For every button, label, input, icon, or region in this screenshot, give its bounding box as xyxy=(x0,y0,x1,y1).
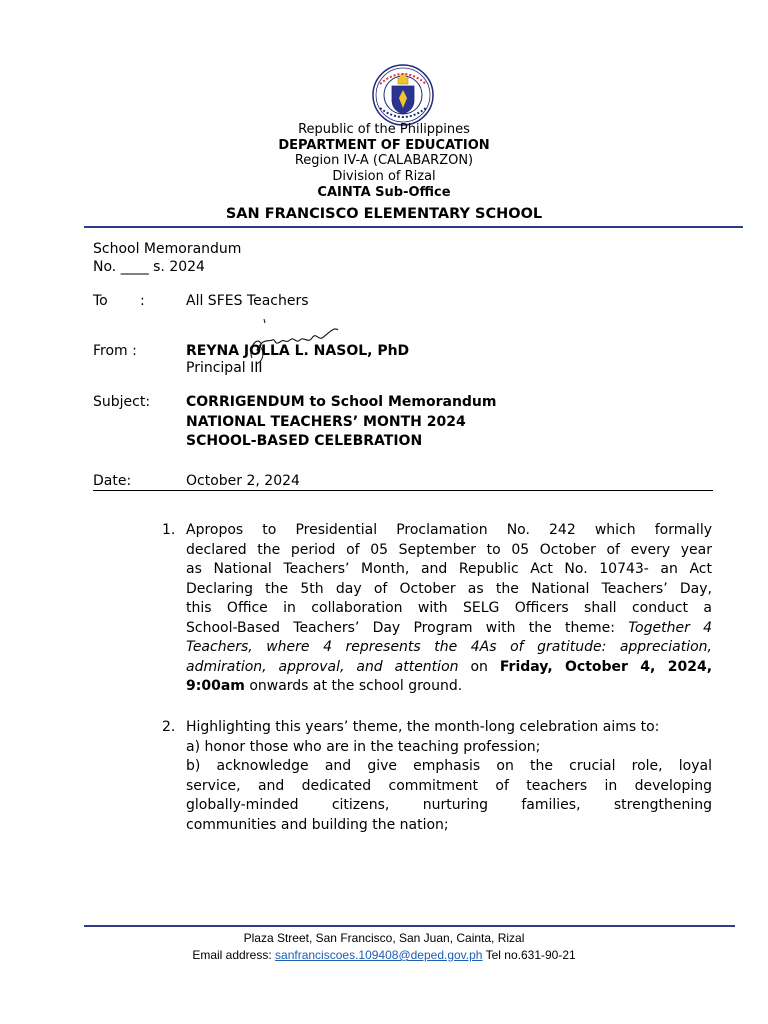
paragraph-2 xyxy=(186,718,712,835)
footer-email-label: Email address: xyxy=(192,948,272,962)
memo-number: No. ____ s. 2024 xyxy=(93,259,205,275)
paragraph-1-line: declared the period of 05 September to 05 October of every year xyxy=(186,541,712,558)
paragraph-1-text: onwards at the school ground. xyxy=(249,678,463,694)
paragraph-1-line-last xyxy=(186,677,712,697)
from-title: Principal III xyxy=(186,360,263,376)
paragraph-2-line: service, and dedicated commitment of teachers in developing xyxy=(186,777,712,794)
to-colon: : xyxy=(140,293,145,309)
header-rule xyxy=(84,226,743,228)
header-sub-office: CAINTA Sub-Office xyxy=(317,185,451,200)
header-republic: Republic of the Philippines xyxy=(298,122,470,137)
paragraph-2-line: b) acknowledge and give emphasis on the crucial role, loyal xyxy=(186,758,712,774)
from-label: From : xyxy=(93,343,137,359)
to-value: All SFES Teachers xyxy=(186,293,309,309)
theme-text: Teachers, where 4 represents the 4As of gratitude: appreciation, xyxy=(186,639,712,655)
paragraph-1-line-theme xyxy=(186,658,712,678)
paragraph-1 xyxy=(186,521,712,697)
deped-seal-logo xyxy=(370,64,436,126)
memo-type: School Memorandum xyxy=(93,241,242,257)
footer-rule xyxy=(84,925,735,927)
principal-signature xyxy=(238,318,348,366)
footer-address: Plaza Street, San Francisco, San Juan, Cainta, Rizal xyxy=(243,931,525,945)
header-department: DEPARTMENT OF EDUCATION xyxy=(278,138,490,153)
subject-line-3: SCHOOL-BASED CELEBRATION xyxy=(186,433,423,449)
to-label: To xyxy=(93,293,108,309)
subject-line-2: NATIONAL TEACHERS’ MONTH 2024 xyxy=(186,414,466,430)
paragraph-2-number: 2. xyxy=(162,719,176,735)
event-time: 9:00am xyxy=(186,678,245,694)
paragraph-1-line: this Office in collaboration with SELG Officers shall conduct a xyxy=(186,600,712,616)
subject-line-1: CORRIGENDUM to School Memorandum xyxy=(186,394,497,410)
date-rule xyxy=(93,490,713,491)
paragraph-2-line: globally-minded citizens, nurturing families, strengthening xyxy=(186,797,712,813)
paragraph-2-line: Highlighting this years’ theme, the month-long celebration aims to: xyxy=(186,719,660,735)
paragraph-1-number: 1. xyxy=(162,522,176,538)
event-date: Friday, October 4, 2024, xyxy=(499,658,713,675)
paragraph-2-line: communities and building the nation; xyxy=(186,816,449,833)
date-value: October 2, 2024 xyxy=(186,473,300,489)
paragraph-1-line: as National Teachers’ Month, and Republic Act No. 10743- an Act xyxy=(186,561,712,577)
paragraph-1-text: on xyxy=(470,658,488,675)
date-label: Date: xyxy=(93,473,132,489)
theme-text: Together 4 xyxy=(628,619,713,636)
paragraph-1-line: Declaring the 5th day of October as the National Teachers’ Day, xyxy=(186,580,712,597)
header-division: Division of Rizal xyxy=(332,169,436,184)
footer-email-link[interactable]: sanfranciscoes.109408@deped.gov.ph xyxy=(275,948,483,962)
paragraph-1-text: School-Based Teachers’ Day Program with the theme: xyxy=(186,619,615,636)
from-name: REYNA JOLLA L. NASOL, PhD xyxy=(186,343,410,359)
theme-text: admiration, approval, and attention xyxy=(186,658,459,675)
footer-tel: Tel no.631-90-21 xyxy=(485,948,576,962)
paragraph-1-line: Apropos to Presidential Proclamation No. 242 which formally xyxy=(186,522,712,538)
header-school-name: SAN FRANCISCO ELEMENTARY SCHOOL xyxy=(225,206,543,222)
paragraph-1-line-theme xyxy=(186,619,712,639)
header-region: Region IV-A (CALABARZON) xyxy=(294,153,474,168)
footer-contact xyxy=(0,947,768,964)
paragraph-2-line: a) honor those who are in the teaching profession; xyxy=(186,738,541,755)
paragraph-1-line-theme xyxy=(186,638,712,658)
subject-label: Subject: xyxy=(93,394,151,410)
